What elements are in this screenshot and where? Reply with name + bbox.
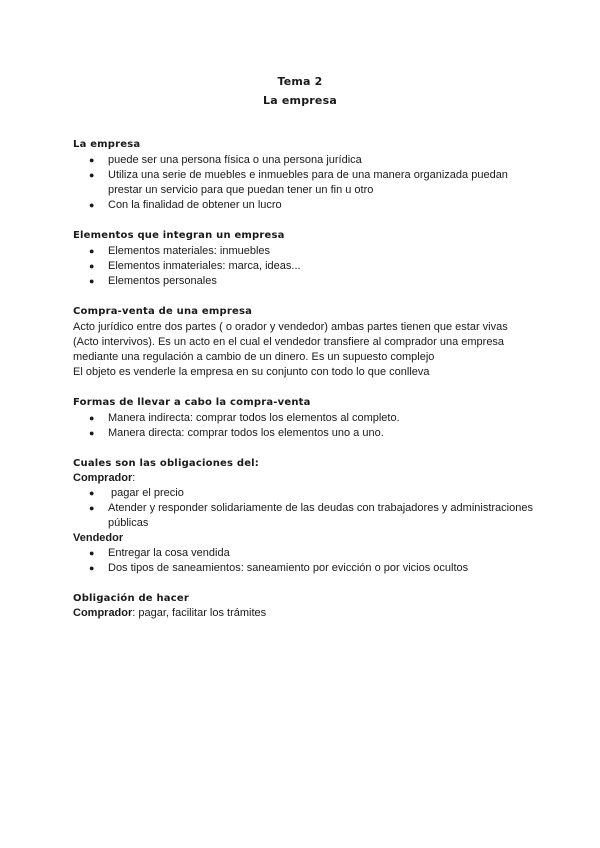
vendedor-subheading (73, 531, 533, 546)
section-heading: Elementos que integran un empresa (73, 230, 285, 241)
comprador-line (73, 606, 533, 621)
section-la-empresa (73, 138, 533, 213)
bullet-icon: ● (89, 155, 95, 165)
section-paragraph: El objeto es venderle la empresa en su conjunto con todo lo que conlleva (73, 366, 430, 378)
document-title (0, 72, 600, 110)
section-heading: Formas de llevar a cabo la compra-venta (73, 397, 311, 408)
section-heading: Cuales son las obligaciones del: (73, 458, 259, 469)
list-item (73, 168, 533, 198)
list-item (73, 546, 533, 561)
list-item-text: Elementos materiales: inmuebles (108, 245, 271, 257)
bullet-list (73, 546, 533, 576)
bullet-icon: ● (89, 261, 95, 271)
bullet-list (73, 244, 533, 289)
section-paragraph: Acto jurídico entre dos partes ( o orador y vendedor) ambas partes tienen que estar vivas (Acto intervivos). Es un acto en el cual el vendedor transfiere al comprador una empresa mediante una regulación a cambio de un dinero. Es un supuesto complejo (73, 321, 508, 363)
bullet-icon: ● (89, 170, 95, 180)
list-item-text: Elementos inmateriales: marca, ideas... (108, 260, 301, 272)
list-item-text: Con la finalidad de obtener un lucro (108, 199, 282, 211)
bullet-icon: ● (89, 276, 95, 286)
section-obligaciones (73, 457, 533, 576)
list-item-text: Manera directa: comprar todos los elementos uno a uno. (108, 427, 384, 439)
section-heading: La empresa (73, 139, 141, 150)
section-heading: Compra-venta de una empresa (73, 306, 253, 317)
list-item (73, 426, 533, 441)
list-item (73, 561, 533, 576)
list-item (73, 411, 533, 426)
comprador-suffix: : (132, 472, 136, 484)
bullet-icon: ● (89, 428, 95, 438)
list-item-text: Entregar la cosa vendida (108, 547, 230, 559)
comprador-text: : pagar, facilitar los trámites (132, 607, 267, 619)
list-item (73, 153, 533, 168)
list-item-text: puede ser una persona física o una persona jurídica (108, 154, 362, 166)
list-item (73, 198, 533, 213)
bullet-icon: ● (89, 563, 95, 573)
bullet-icon: ● (89, 413, 95, 423)
list-item (73, 486, 533, 501)
bullet-icon: ● (89, 200, 95, 210)
bullet-icon: ● (89, 548, 95, 558)
list-item (73, 244, 533, 259)
section-heading: Obligación de hacer (73, 593, 189, 604)
comprador-label: Comprador (73, 607, 133, 619)
bullet-icon: ● (89, 503, 95, 513)
list-item-text: Manera indirecta: comprar todos los elementos al completo. (108, 412, 400, 424)
topic-title: La empresa (263, 94, 337, 107)
bullet-list (73, 486, 533, 531)
bullet-icon: ● (89, 488, 95, 498)
section-obligacion-de-hacer (73, 592, 533, 621)
bullet-list (73, 411, 533, 441)
list-item-text: Dos tipos de saneamientos: saneamiento por evicción o por vicios ocultos (108, 562, 469, 574)
section-elementos (73, 229, 533, 289)
bullet-list (73, 153, 533, 213)
list-item-text: pagar el precio (108, 487, 184, 499)
list-item-text: Utiliza una serie de muebles e inmuebles para de una manera organizada puedan prestar un servicio para que puedan tener un fin u otro (108, 169, 508, 196)
section-compra-venta (73, 305, 533, 380)
vendedor-label: Vendedor (73, 532, 124, 544)
list-item (73, 274, 533, 289)
list-item-text: Atender y responder solidariamente de las deudas con trabajadores y administraciones públicas (108, 502, 533, 529)
section-formas (73, 396, 533, 441)
comprador-label: Comprador (73, 472, 133, 484)
list-item (73, 501, 533, 531)
comprador-subheading (73, 471, 533, 486)
bullet-icon: ● (89, 246, 95, 256)
topic-number: Tema 2 (277, 75, 323, 88)
document-body (73, 138, 533, 635)
list-item (73, 259, 533, 274)
list-item-text: Elementos personales (108, 275, 217, 287)
